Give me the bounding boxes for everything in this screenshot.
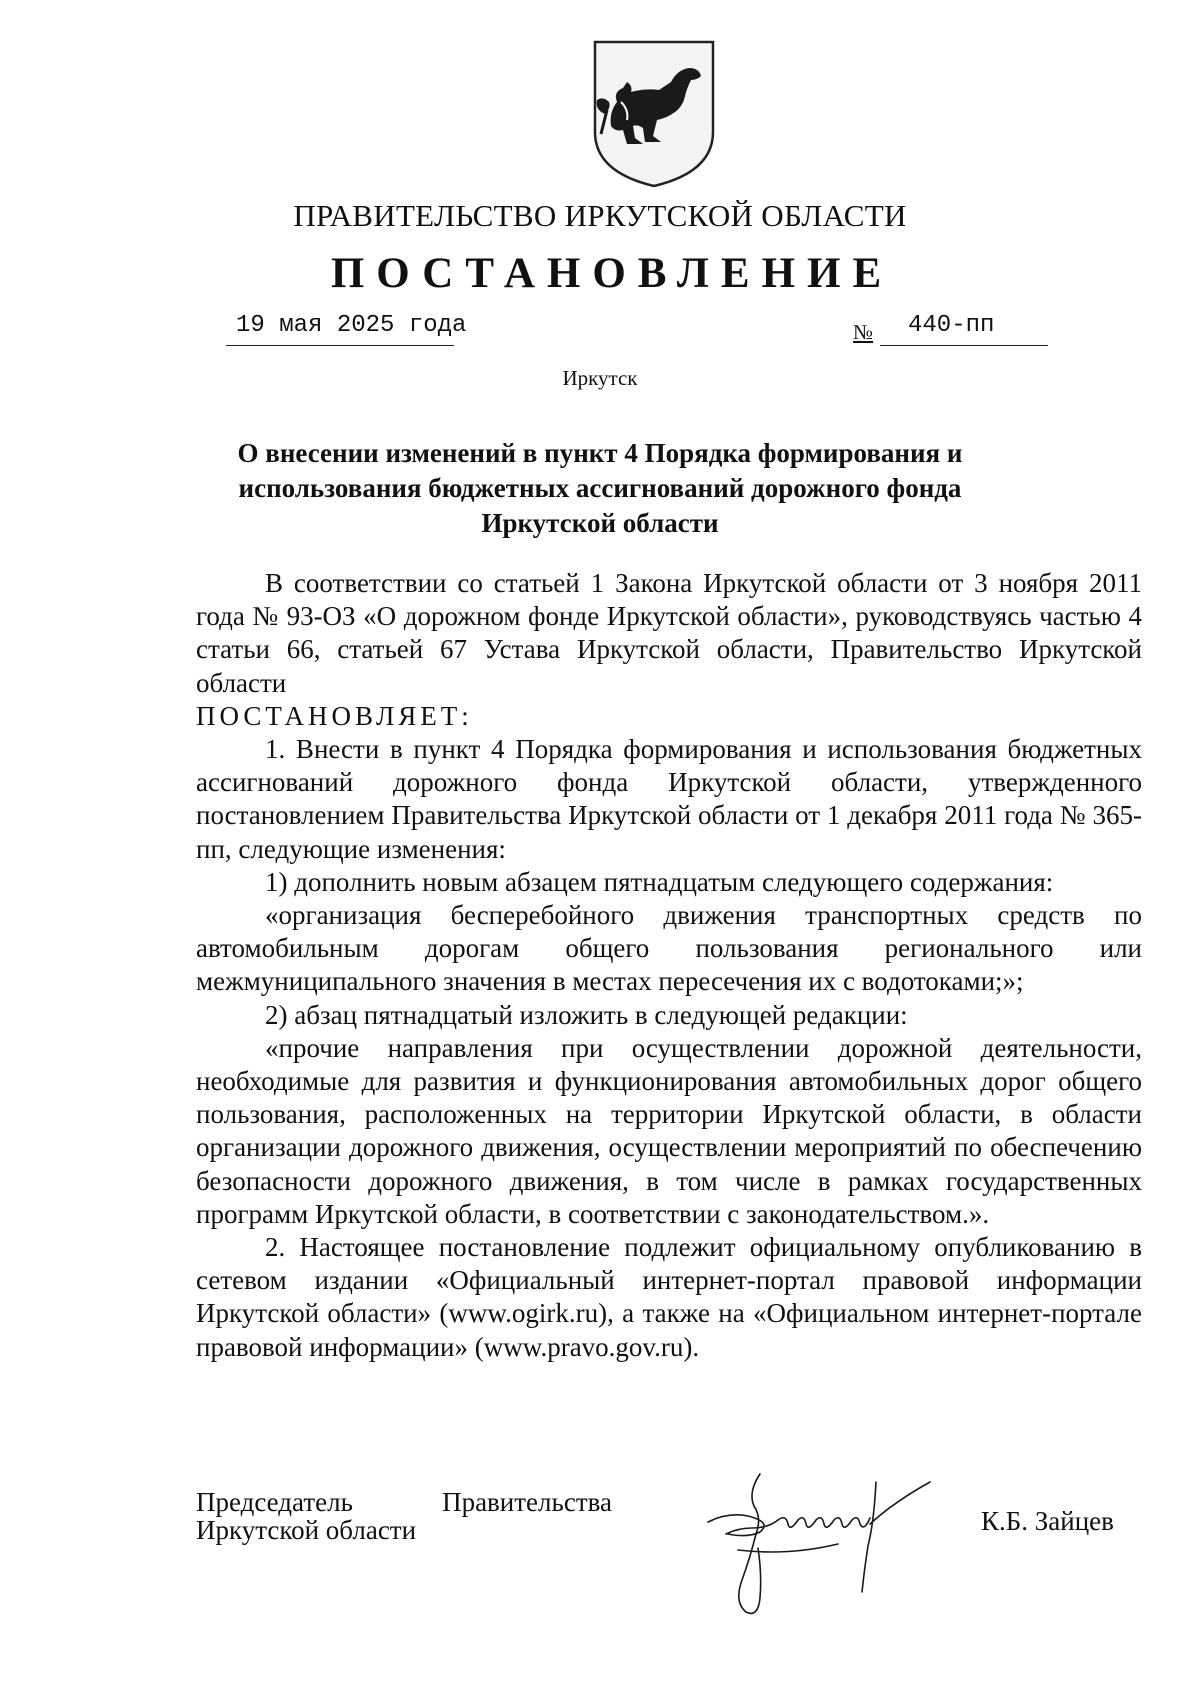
decrees-word: ПОСТАНОВЛЯЕТ:: [196, 700, 473, 731]
city: Иркутск: [562, 366, 638, 390]
document-title: О внесении изменений в пункт 4 Порядка формирования и использования бюджетных ассигнований дорожного фонда Иркутской области: [237, 438, 963, 538]
item-2-paragraph: 2. Настоящее постановление подлежит официальному опубликованию в сетевом издании «Официальный интернет-портал правовой информации Иркутской области» (www.ogirk.ru), а также на «Официальном интернет-портале правовой информации» (www.pravo.gov.ru).: [196, 1232, 1142, 1362]
item-1-paragraph: 1. Внести в пункт 4 Порядка формирования и использования бюджетных ассигнований дорожного фонда Иркутской области, утвержденного постановлением Правительства Иркутской области от 1 декабря 2011 года № 365-пп, следующие изменения:: [196, 734, 1142, 864]
government-name: ПРАВИТЕЛЬСТВО ИРКУТСКОЙ ОБЛАСТИ: [293, 198, 907, 233]
number-underline: [880, 345, 1048, 346]
signer-position: [196, 1488, 612, 1544]
document-type: ПОСТАНОВЛЕНИЕ: [330, 250, 894, 297]
document-number: 440-пп: [908, 312, 995, 339]
signer-position-word-2: Правительства: [442, 1487, 612, 1517]
handwritten-signature: [698, 1462, 968, 1622]
signer-position-line-2: Иркутской области: [196, 1515, 417, 1545]
item-1-2-text-paragraph: «прочие направления при осуществлении дорожной деятельности, необходимые для развития и функционирования автомобильных дорог общего пользования, расположенных на территории Иркутской области, в области организации дорожного движения, осуществлении мероприятий по обеспечению безопасности дорожного движения, в том числе в рамках государственных программ Иркутской области, в соответствии с законодательством.».: [196, 1032, 1142, 1229]
document-date: 19 мая 2025 года: [236, 312, 467, 339]
signer-name: К.Б. Зайцев: [981, 1506, 1114, 1536]
item-1-1-paragraph: 1) дополнить новым абзацем пятнадцатым следующего содержания:: [265, 866, 1054, 897]
preamble-paragraph: В соответствии со статьей 1 Закона Иркутской области от 3 ноября 2011 года № 93-ОЗ «О дорожном фонде Иркутской области», руководствуясь частью 4 статьи 66, статьей 67 Устава Иркутской области, Правительство Иркутской области: [196, 568, 1142, 698]
document-body: [196, 567, 1142, 1364]
number-sign: №: [853, 320, 874, 344]
item-1-2-paragraph: 2) абзац пятнадцатый изложить в следующей редакции:: [265, 999, 908, 1030]
item-1-1-text-paragraph: «организация бесперебойного движения транспортных средств по автомобильным дорогам общего пользования регионального или межмуниципального значения в местах пересечения их с водотоками;»;: [196, 900, 1142, 997]
irkutsk-coat-of-arms-icon: [593, 40, 715, 188]
date-underline: [226, 345, 454, 346]
signer-position-word-1: Председатель: [196, 1487, 353, 1517]
